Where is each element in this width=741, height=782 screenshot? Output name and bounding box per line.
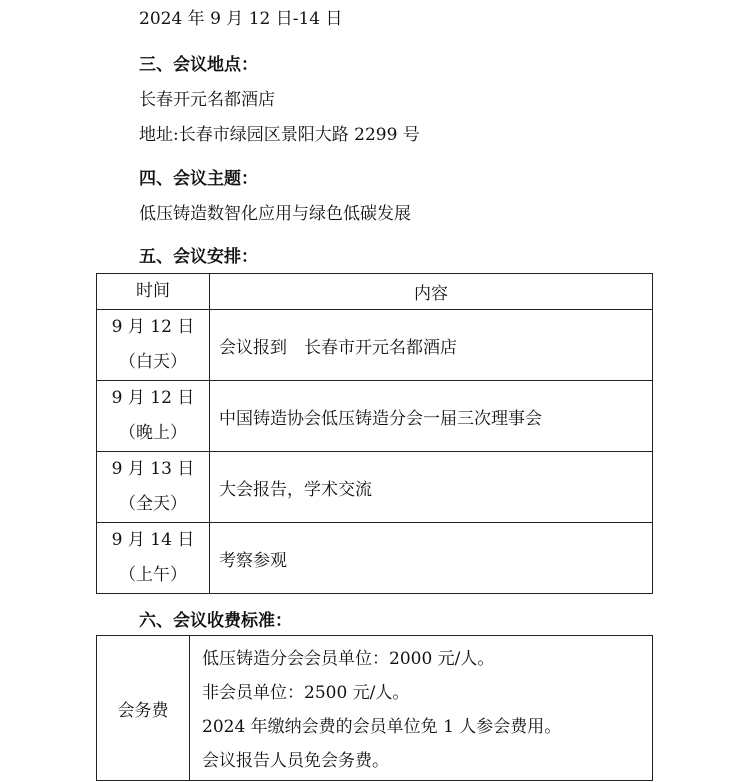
schedule-time [97,523,210,594]
schedule-period: （上午） [119,565,187,585]
meeting-theme: 低压铸造数智化应用与绿色低碳发展 [139,204,411,224]
schedule-time [97,452,210,523]
header-content: 内容 [210,274,653,310]
fee-line-member: 低压铸造分会会员单位：2000 元/人。 [202,649,495,669]
fee-row [97,636,653,781]
schedule-table [96,273,653,594]
schedule-date: 9 月 14 日 [111,530,195,550]
schedule-row [97,523,653,594]
section-fee-heading: 六、会议收费标准： [139,611,292,631]
schedule-header-row [97,274,653,310]
schedule-time [97,310,210,381]
schedule-row [97,452,653,523]
fee-table [96,635,653,781]
schedule-date: 9 月 12 日 [111,388,195,408]
section-venue-heading: 三、会议地点： [139,55,258,75]
schedule-period: （全天） [119,494,187,514]
schedule-content: 考察参观 [210,523,653,594]
section-schedule-heading: 五、会议安排： [139,247,258,267]
fee-label: 会务费 [97,636,190,781]
schedule-content: 大会报告，学术交流 [210,452,653,523]
schedule-period: （白天） [119,352,187,372]
venue-name: 长春开元名都酒店 [139,90,275,110]
schedule-time [97,381,210,452]
schedule-row [97,310,653,381]
schedule-period: （晚上） [119,423,187,443]
fee-details [190,636,653,781]
venue-address: 地址:长春市绿园区景阳大路 2299 号 [139,125,420,145]
section-theme-heading: 四、会议主题： [139,169,258,189]
fee-line-waiver: 2024 年缴纳会费的会员单位免 1 人参会费用。 [202,717,562,737]
fee-line-speaker: 会议报告人员免会务费。 [202,751,389,771]
fee-line-nonmember: 非会员单位：2500 元/人。 [202,683,410,703]
schedule-date: 9 月 13 日 [111,459,195,479]
meeting-date: 2024 年 9 月 12 日-14 日 [139,9,343,29]
schedule-row [97,381,653,452]
schedule-content: 中国铸造协会低压铸造分会一届三次理事会 [210,381,653,452]
schedule-content: 会议报到 长春市开元名都酒店 [210,310,653,381]
schedule-date: 9 月 12 日 [111,317,195,337]
header-time: 时间 [97,274,210,310]
